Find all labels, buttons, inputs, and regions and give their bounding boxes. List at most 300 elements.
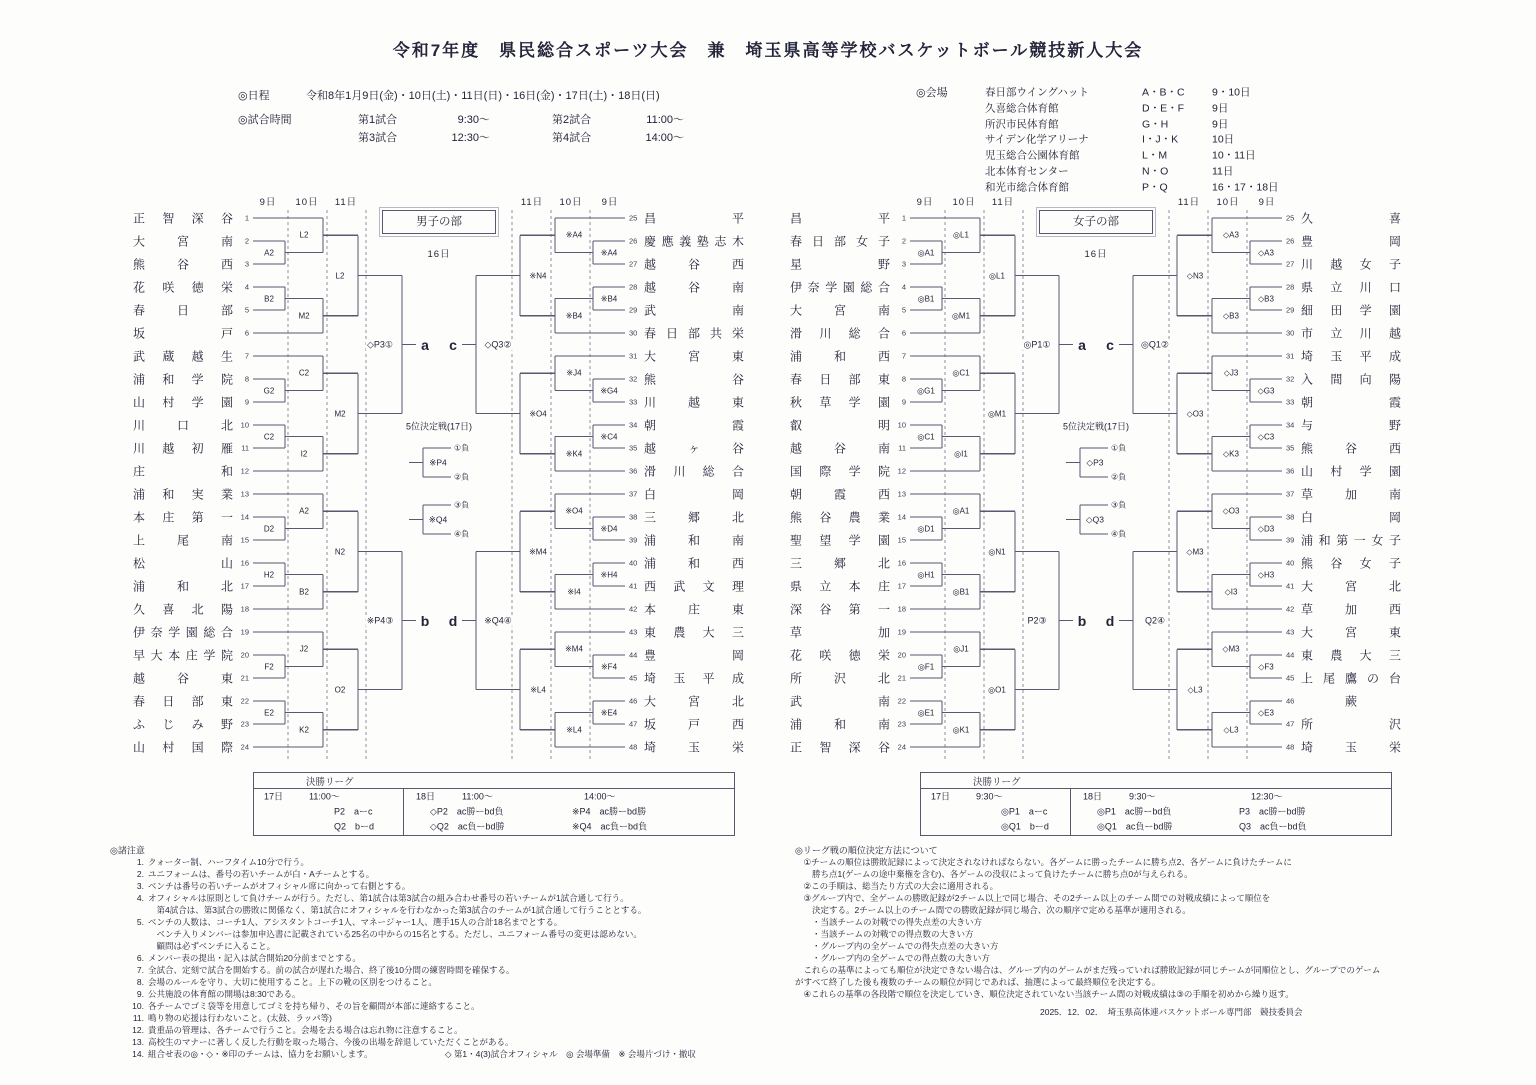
- team-name: 朝霞: [644, 418, 744, 433]
- league-pairing: ※P4 ac勝ーbd勝: [572, 806, 647, 817]
- team-number: 16: [240, 558, 249, 568]
- note-number: 5.: [136, 917, 144, 927]
- team-number: 1: [244, 213, 249, 223]
- venue-name: 所沢市民体育館: [985, 118, 1059, 131]
- team-number: 14: [240, 512, 249, 522]
- footer-credit: 2025．12．02． 埼玉県高体連バスケットボール専門部 競技委員会: [1040, 1007, 1303, 1017]
- team-number: 10: [240, 420, 249, 430]
- match-label: ◇E3: [1258, 708, 1274, 717]
- match-label: ※O4: [529, 409, 547, 418]
- team-number: 22: [240, 696, 249, 706]
- match-label: ※L4: [566, 725, 582, 735]
- fifth-place-title: 5位決定戦(17日): [405, 421, 473, 432]
- team-name: 東農大三: [644, 625, 744, 640]
- match-label: ◇J3: [1223, 368, 1239, 378]
- team-number: 39: [629, 535, 638, 545]
- match-label: ◇A3: [1258, 248, 1274, 257]
- match-label: M2: [298, 311, 310, 321]
- match-label: ◎E1: [917, 708, 935, 717]
- team-name: 久喜北陽: [133, 602, 233, 617]
- team-number: 29: [1286, 305, 1295, 315]
- note-text: 貴重品の管理は、各チームで行うこと。会場を去る場合は忘れ物に注意すること。: [148, 1025, 463, 1035]
- bracket-section-title: 女子の部: [1039, 210, 1153, 234]
- team-number: 20: [897, 650, 906, 660]
- match-label: ◎O1: [988, 685, 1006, 694]
- team-name: 星野: [790, 257, 890, 272]
- team-name: 県立本庄: [790, 579, 890, 594]
- note-line: [124, 940, 275, 952]
- team-number: 39: [1286, 535, 1295, 545]
- league-pairing: P3 ac勝ーbd勝: [1239, 806, 1306, 817]
- team-number: 45: [1286, 673, 1295, 683]
- team-number: 17: [240, 581, 249, 591]
- match-label: ◇O3: [1186, 409, 1204, 418]
- match-label: ◇N3: [1186, 271, 1204, 280]
- team-number: 35: [629, 443, 638, 453]
- team-number: 30: [1286, 328, 1295, 338]
- game-time-name: 第4試合: [552, 132, 592, 144]
- semifinal-label: ◇P3①: [367, 339, 393, 349]
- team-number: 31: [1286, 351, 1295, 361]
- team-name: 正智深谷: [133, 211, 233, 226]
- fifth-place-title: 5位決定戦(17日): [1062, 421, 1130, 432]
- team-name: 所沢: [1301, 717, 1401, 732]
- match-label: ◎C1: [952, 368, 970, 378]
- league-time: 9:30～: [1129, 791, 1156, 802]
- team-number: 47: [1286, 719, 1295, 729]
- team-number: 26: [629, 236, 638, 246]
- team-name: 熊谷農業: [790, 510, 890, 525]
- fifth-loser-label: ①負: [454, 443, 470, 453]
- semifinal-label: ◇Q3②: [484, 339, 512, 349]
- day-header: 11日: [520, 197, 544, 208]
- team-name: 本庄東: [644, 602, 744, 617]
- team-number: 42: [1286, 604, 1295, 614]
- team-name: 川越東: [644, 395, 744, 410]
- team-name: 久喜: [1301, 211, 1401, 226]
- venue-codes: N・O: [1142, 165, 1169, 178]
- team-name: 川口北: [133, 418, 233, 433]
- team-number: 18: [897, 604, 906, 614]
- team-name: 昌平: [644, 211, 744, 226]
- note-line: [124, 964, 514, 976]
- team-name: 叡明: [790, 418, 890, 433]
- team-name: 朝霞西: [790, 487, 890, 502]
- match-label: ◇G3: [1257, 386, 1275, 395]
- team-number: 34: [629, 420, 638, 430]
- venue-days: 9日: [1212, 118, 1229, 131]
- team-number: 37: [629, 489, 638, 499]
- match-label: ※M4: [565, 644, 583, 654]
- team-name: 熊谷西: [133, 257, 233, 272]
- team-name: 滑川総合: [644, 464, 744, 479]
- match-label: ※A4: [600, 248, 618, 257]
- venue-codes: A・B・C: [1142, 86, 1185, 99]
- match-label: K2: [299, 725, 309, 735]
- day-header: 10日: [559, 197, 583, 208]
- team-number: 43: [629, 627, 638, 637]
- venue-name: サイデン化学アリーナ: [985, 133, 1089, 146]
- match-label: C2: [298, 368, 310, 378]
- team-number: 7: [901, 351, 906, 361]
- team-name: 豊岡: [1301, 234, 1401, 249]
- match-label: ◎C1: [917, 432, 935, 441]
- team-name: 埼玉栄: [1301, 740, 1401, 755]
- match-label: ※I4: [567, 587, 581, 597]
- day-header: 9日: [601, 197, 619, 208]
- team-name: 昌平: [790, 211, 890, 226]
- match-label: ※K4: [565, 449, 583, 459]
- match-label: ※A4: [565, 230, 583, 240]
- league-pairing: ◇P2 ac勝ーbd負: [430, 806, 504, 817]
- match-label: ※B4: [600, 294, 618, 303]
- game-time-name: 第1試合: [358, 114, 398, 126]
- team-number: 34: [1286, 420, 1295, 430]
- team-name: 浦和西: [644, 556, 744, 571]
- team-name: 東農大三: [1301, 648, 1401, 663]
- match-label: B2: [299, 587, 309, 597]
- match-label: L2: [299, 230, 309, 240]
- match-label: ◇M3: [1186, 547, 1204, 556]
- team-name: 朝霞: [1301, 395, 1401, 410]
- team-number: 20: [240, 650, 249, 660]
- team-number: 37: [1286, 489, 1295, 499]
- team-number: 44: [629, 650, 638, 660]
- team-name: 慶應義塾志木: [644, 234, 744, 249]
- match-label: G2: [263, 386, 275, 395]
- team-name: 所沢北: [790, 671, 890, 686]
- day-header: 11日: [1177, 197, 1201, 208]
- team-number: 4: [901, 282, 906, 292]
- match-label: ※H4: [600, 570, 618, 579]
- team-number: 36: [629, 466, 638, 476]
- team-number: 7: [244, 351, 249, 361]
- note-text: 顧問は必ずベンチに入ること。: [148, 941, 276, 951]
- team-name: 本庄第一: [133, 510, 233, 525]
- team-name: 浦和西: [790, 349, 890, 364]
- day-header: 10日: [952, 197, 976, 208]
- team-number: 42: [629, 604, 638, 614]
- team-number: 12: [240, 466, 249, 476]
- venue-codes: G・H: [1142, 118, 1169, 131]
- league-pairing: Q2 bーd: [334, 821, 375, 832]
- game-time-value: 11:00～: [646, 114, 684, 126]
- team-number: 9: [244, 397, 249, 407]
- team-number: 2: [244, 236, 249, 246]
- final-league-letter: b: [420, 612, 430, 629]
- match-label: ◎D1: [917, 524, 935, 533]
- team-number: 19: [897, 627, 906, 637]
- match-label: F2: [264, 662, 274, 671]
- note-text: 組合せ表の◎・◇・※印のチームは、協力をお願いします。: [148, 1049, 373, 1059]
- team-number: 36: [1286, 466, 1295, 476]
- team-number: 23: [897, 719, 906, 729]
- ranking-rule-line: これらの基準によっても順位が決定できない場合は、グループ内のゲームがまだ残っていれば勝敗記録が同じチームが同順位とし、グループでのゲーム: [795, 965, 1381, 975]
- ranking-rule-line: ①チームの順位は勝敗記録によって決定されなければならない。各ゲームに勝ったチームに勝ち点2、各ゲームに負けたチームに: [795, 857, 1292, 867]
- team-number: 41: [629, 581, 638, 591]
- times-label: ◎試合時間: [238, 114, 292, 126]
- match-label: B2: [264, 294, 274, 303]
- note-number: 6.: [136, 953, 144, 963]
- team-name: 浦和学院: [133, 372, 233, 387]
- match-label: ※E4: [600, 708, 618, 717]
- team-name: 春日部共栄: [644, 326, 744, 341]
- team-number: 6: [244, 328, 249, 338]
- team-number: 28: [1286, 282, 1295, 292]
- team-name: 聖望学園: [790, 533, 890, 548]
- venue-days: 9・10日: [1212, 86, 1251, 99]
- team-name: 大宮南: [133, 234, 233, 249]
- team-number: 4: [244, 282, 249, 292]
- note-line: [124, 1012, 332, 1024]
- match-label: ◇D3: [1257, 524, 1275, 533]
- team-name: 与野: [1301, 418, 1401, 433]
- semifinal-label: ※P4③: [366, 615, 394, 625]
- match-label: ◇H3: [1257, 570, 1275, 579]
- day-header: 10日: [1216, 197, 1240, 208]
- ranking-rule-line: ・当該チームの対戦での得点数の大きい方: [795, 929, 974, 939]
- match-label: O2: [334, 685, 346, 694]
- team-number: 1: [901, 213, 906, 223]
- team-name: 埼玉栄: [644, 740, 744, 755]
- venue-codes: I・J・K: [1142, 133, 1179, 146]
- team-name: 正智深谷: [790, 740, 890, 755]
- fifth-loser-label: ②負: [454, 472, 470, 482]
- match-label: ◇I3: [1224, 587, 1238, 597]
- league-time: 14:00～: [584, 791, 616, 802]
- semifinal-label: P2③: [1027, 615, 1047, 625]
- venue-days: 10日: [1212, 133, 1235, 146]
- day-header: 11日: [991, 197, 1015, 208]
- team-number: 8: [901, 374, 906, 384]
- league-day: 17日: [264, 791, 284, 802]
- bracket-men: [133, 196, 745, 771]
- league-title: 決勝リーグ: [973, 777, 1021, 788]
- semifinal-label: ◎Q1②: [1141, 339, 1169, 349]
- note-number: 1.: [136, 857, 144, 867]
- final-league-letter: a: [1078, 336, 1086, 353]
- day-header: 11日: [334, 197, 358, 208]
- match-label: ◎B1: [952, 587, 970, 597]
- team-name: 武南: [644, 303, 744, 318]
- note-text: 会場のルールを守り、大切に使用すること。上下の靴の区別をつけること。: [148, 977, 437, 987]
- note-line: [124, 916, 562, 928]
- note-text: 第4試合は、第3試合の勝敗に関係なく、第1試合にオフィシャルを行わなかった第3試合のチームが1試合通して行うこととする。: [148, 905, 647, 915]
- team-name: 山村学園: [1301, 464, 1401, 479]
- team-name: 川越初雁: [133, 441, 233, 456]
- league-time: 9:30～: [976, 791, 1003, 802]
- league-day: 18日: [1083, 791, 1103, 802]
- team-number: 12: [897, 466, 906, 476]
- league-day: 18日: [416, 791, 436, 802]
- team-name: 春日部女子: [790, 234, 890, 249]
- note-line: [124, 868, 374, 880]
- team-number: 18: [240, 604, 249, 614]
- team-number: 5: [244, 305, 249, 315]
- team-name: 春日部東: [790, 372, 890, 387]
- team-number: 38: [629, 512, 638, 522]
- team-name: 庄和: [133, 464, 233, 479]
- note-line: [124, 892, 629, 904]
- team-number: 8: [244, 374, 249, 384]
- team-number: 3: [244, 259, 249, 269]
- league-title: 決勝リーグ: [306, 777, 354, 788]
- match-label: H2: [263, 570, 275, 579]
- team-name: 草加南: [1301, 487, 1401, 502]
- final-league-letter: c: [1106, 336, 1114, 353]
- league-table-women: [920, 772, 1392, 836]
- final-day-label: 16日: [427, 249, 451, 260]
- match-label: C2: [263, 432, 275, 441]
- venue-codes: D・E・F: [1142, 102, 1184, 115]
- venue-name: 和光市総合体育館: [985, 181, 1069, 194]
- fifth-match-label: ※Q4: [428, 514, 448, 524]
- team-number: 15: [240, 535, 249, 545]
- team-number: 32: [629, 374, 638, 384]
- ranking-rule-line: ②この手順は、総当たり方式の大会に適用される。: [795, 881, 999, 891]
- ranking-heading: ◎リーグ戦の順位決定方法について: [795, 845, 938, 856]
- note-line: [124, 1036, 514, 1048]
- game-time-value: 12:30～: [451, 132, 490, 144]
- note-text: ベンチの人数は、コーチ1人、アシスタントコーチ1人、マネージャー1人、選手15人の合計18名までとする。: [148, 917, 563, 927]
- team-name: 大宮北: [644, 694, 744, 709]
- team-number: 5: [901, 305, 906, 315]
- team-number: 3: [901, 259, 906, 269]
- team-number: 13: [897, 489, 906, 499]
- note-number: 9.: [136, 989, 144, 999]
- ranking-rule-line: ・グループ内の全ゲームでの得失点差の大きい方: [795, 941, 999, 951]
- team-number: 16: [897, 558, 906, 568]
- match-label: ◎M1: [987, 409, 1007, 418]
- match-label: A2: [264, 248, 274, 257]
- team-name: 春日部東: [133, 694, 233, 709]
- league-time: 11:00～: [309, 791, 340, 802]
- fifth-match-label: ◇Q3: [1086, 514, 1104, 524]
- team-number: 27: [629, 259, 638, 269]
- venue-name: 北本体育センター: [985, 165, 1069, 178]
- team-name: 浦和北: [133, 579, 233, 594]
- team-number: 47: [629, 719, 638, 729]
- day-header: 10日: [295, 197, 319, 208]
- team-number: 6: [901, 328, 906, 338]
- fifth-loser-label: ④負: [1111, 529, 1127, 539]
- fifth-match-label: ※P4: [429, 457, 447, 467]
- team-name: 細田学園: [1301, 303, 1401, 318]
- team-number: 17: [897, 581, 906, 591]
- fifth-match-label: ◇P3: [1086, 457, 1104, 467]
- note-text: オフィシャルは原則として負けチームが行う。ただし、第1試合は第3試合の組み合わせ番号の若いチームが1試合通して行う。: [148, 893, 629, 903]
- team-name: ふじみ野: [133, 717, 233, 732]
- match-label: ◎L1: [989, 271, 1005, 280]
- team-name: 上尾南: [133, 533, 233, 548]
- team-number: 22: [897, 696, 906, 706]
- match-label: ◎G1: [917, 386, 935, 395]
- match-label: ※G4: [600, 386, 618, 395]
- team-name: 蕨: [1344, 694, 1357, 709]
- team-name: 川越女子: [1301, 257, 1401, 272]
- match-label: ◎A1: [917, 248, 935, 257]
- ranking-rule-line: 勝ち点1(ゲームの途中棄権を含む)、各ゲームの没収によって負けたチームに勝ち点0が与えられる。: [795, 869, 1193, 879]
- final-league-letter: a: [421, 336, 429, 353]
- match-label: D2: [263, 524, 275, 533]
- team-name: 坂戸西: [644, 717, 744, 732]
- match-label: ◎K1: [952, 725, 970, 735]
- note-number: 13.: [132, 1037, 144, 1047]
- team-number: 25: [629, 213, 638, 223]
- team-name: 国際学院: [790, 464, 890, 479]
- match-label: ◇L3: [1187, 685, 1203, 694]
- match-label: ◎N1: [988, 547, 1006, 556]
- team-number: 11: [241, 443, 249, 453]
- match-label: ※L4: [530, 685, 546, 694]
- match-label: ◎F1: [917, 662, 935, 671]
- team-number: 10: [897, 420, 906, 430]
- team-name: 三郷北: [644, 510, 744, 525]
- final-league-letter: d: [448, 612, 458, 629]
- note-line: [124, 928, 642, 940]
- fifth-loser-label: ②負: [1111, 472, 1127, 482]
- match-label: M2: [334, 409, 346, 418]
- note-text: クォーター制、ハーフタイム10分で行う。: [148, 857, 310, 867]
- game-time-name: 第2試合: [552, 114, 592, 126]
- team-name: 花咲徳栄: [790, 648, 890, 663]
- venue-codes: L・M: [1142, 149, 1168, 162]
- note-text: 公共施設の体育館の開場は8:30である。: [148, 989, 301, 999]
- match-label: ※B4: [565, 311, 583, 321]
- semifinal-label: ◎P1①: [1023, 339, 1051, 349]
- day-header: 9日: [916, 197, 934, 208]
- team-name: 越ヶ谷: [644, 441, 744, 456]
- league-table-men: [253, 772, 735, 836]
- venue-name: 久喜総合体育館: [985, 102, 1059, 115]
- final-league-letter: c: [449, 336, 457, 353]
- league-divider: [1070, 788, 1071, 835]
- ranking-rule-line: 決定する。2チーム以上のチーム間での勝敗記録が同じ場合、次の順序で定める基準が適用される。: [795, 905, 1191, 915]
- note-text: 全試合、定刻で試合を開始する。前の試合が遅れた場合、終了後10分間の練習時間を確保する。: [148, 965, 515, 975]
- team-number: 29: [629, 305, 638, 315]
- team-number: 15: [897, 535, 906, 545]
- match-label: ◎H1: [917, 570, 935, 579]
- match-label: ◇C3: [1257, 432, 1275, 441]
- fifth-loser-label: ④負: [454, 529, 470, 539]
- match-label: ◎A1: [952, 506, 970, 516]
- team-name: 草加: [790, 625, 890, 640]
- team-name: 花咲徳栄: [133, 280, 233, 295]
- team-number: 24: [240, 742, 249, 752]
- note-line: [124, 1048, 372, 1060]
- match-label: ◇F3: [1258, 662, 1274, 671]
- note-line: [124, 988, 301, 1000]
- match-label: ◇B3: [1258, 294, 1274, 303]
- final-league-letter: d: [1105, 612, 1115, 629]
- team-name: 松山: [133, 556, 233, 571]
- team-number: 33: [629, 397, 638, 407]
- team-number: 40: [629, 558, 638, 568]
- note-number: 12.: [132, 1025, 144, 1035]
- team-name: 武蔵越生: [133, 349, 233, 364]
- note-text: ユニフォームは、番号の若いチームが白・Aチームとする。: [148, 869, 375, 879]
- note-text: メンバー表の提出・記入は試合開始20分前までとする。: [148, 953, 361, 963]
- day-header: 9日: [1258, 197, 1276, 208]
- venue-name: 児玉総合公園体育館: [985, 149, 1080, 162]
- league-pairing: Q3 ac負ーbd負: [1239, 821, 1307, 832]
- schedule-label: ◎日程: [238, 90, 270, 102]
- note-line: [124, 1000, 480, 1012]
- team-number: 38: [1286, 512, 1295, 522]
- team-number: 21: [897, 673, 906, 683]
- page-title: 令和7年度 県民総合スポーツ大会 兼 埼玉県高等学校バスケットボール競技新人大会: [392, 41, 1144, 60]
- team-name: 春日部: [133, 303, 233, 318]
